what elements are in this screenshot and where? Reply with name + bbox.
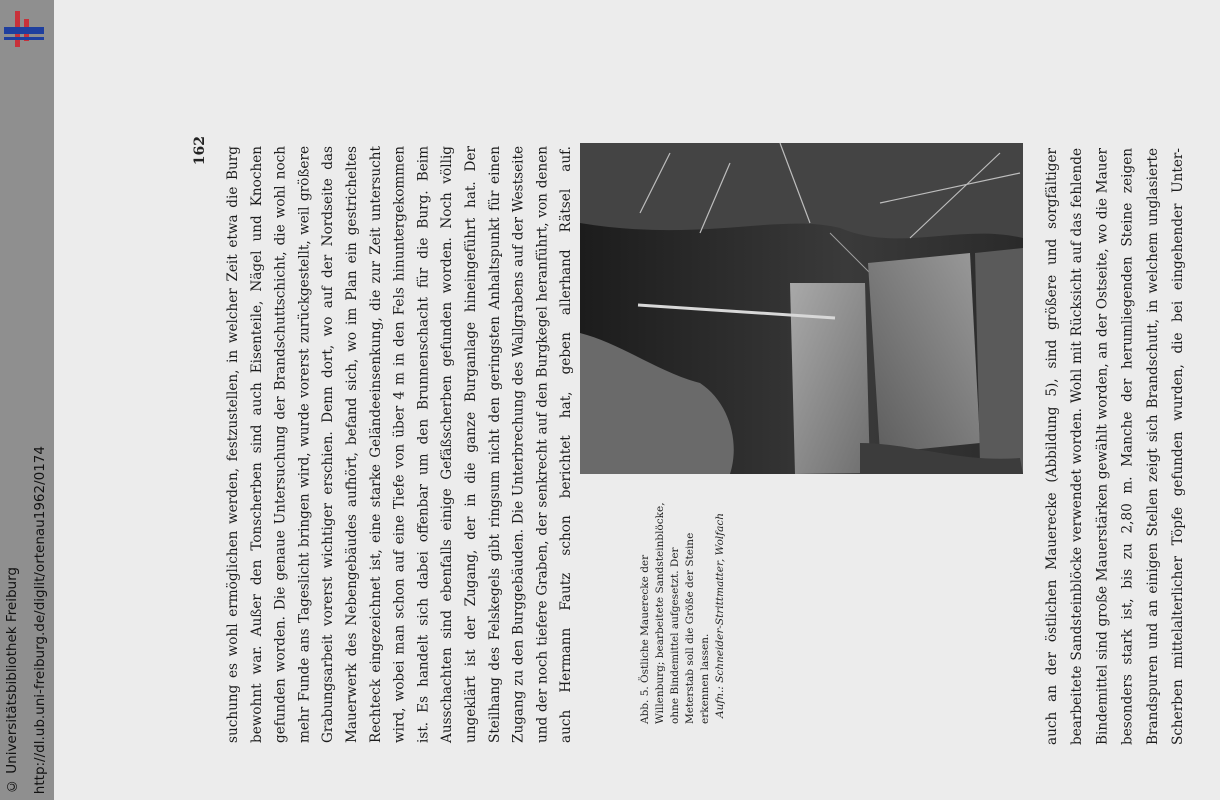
- figure-photo: [580, 143, 1023, 474]
- paragraph-bottom: [222, 146, 575, 743]
- paragraph-top-text: auch an der östlichen Mauerecke (Abbildung 5), sind größere und sorgfältiger bearbeitete Sandsteinblöcke verwendet worden. Wohl mit Rücksicht auf das fehlende Bindemittel sind große Mauerstärken gewählt worden, an der Ostseite, wo die Mauer besonders stark ist, bis zu 2,80 m. Manche der herumliegenden Steine zeigen Brandspuren und an einigen Stellen zeigt sich Brandschutt, in welchem unglasierte Scherben mittelalterlicher Töpfe gefunden wurden, die bei eingehender Unter-: [1044, 148, 1187, 745]
- source-url[interactable]: http://dl.ub.uni-freiburg.de/diglit/ortenau1962/0174: [32, 445, 48, 794]
- caption-credit: Aufn.: Schneider-Strittmatter, Wolfach: [714, 512, 726, 718]
- page-number: 162: [192, 136, 208, 166]
- caption-text: Abb. 5. Östliche Mauerecke der Willenburg; bearbeitete Sandsteinblöcke, ohne Bindemittel aufgesetzt. Der Meterstab soll die Größe der Steine erkennen lassen.: [639, 502, 711, 724]
- wall-corner-photo: [580, 143, 1023, 474]
- library-logo: [2, 8, 46, 50]
- scanned-page: [54, 0, 1220, 800]
- paragraph-bottom-text: suchung es wohl ermöglichen werden, festzustellen, in welcher Zeit etwa die Burg bewohnt war. Außer den Tonscherben sind auch Eisenteile, Nägel und Knochen gefunden worden. Die genaue Untersuchung der Brandschuttschicht, die wohl noch mehr Funde ans Tageslicht bringen wird, wurde vorerst zurückgestellt, weil größere Grabungsarbeit vorerst wichtiger erschien. Denn dort, wo auf der Nordseite das Mauerwerk des Nebengebäudes aufhört, befand sich, wo im Plan ein gestricheltes Rechteck eingezeichnet ist, eine starke Geländeeinsenkung, die zur Zeit untersucht wird, wobei man schon auf eine Tiefe von über 4 m in den Fels hinuntergekommen ist. Es handelt sich dabei offenbar um den Brunnenschacht für die Burg. Beim Ausschachten sind ebenfalls einige Gefäßscherben gefunden worden. Noch völlig ungeklärt ist der Zugang, der in die ganze Burganlage hineingeführt hat. Der Steilhang des Felskegels gibt ringsum nicht den geringsten Anhaltspunkt für einen Zugang zu den Burggebäuden. Die Unterbrechung des Wallgrabens auf der Westseite und der noch tiefere Graben, der senkrecht auf den Burgkegel heranführt, von denen auch Hermann Fautz schon berichtet hat, geben allerhand Rätsel auf.: [225, 146, 575, 743]
- sidebar-source-info: [4, 234, 52, 794]
- paragraph-top: [1040, 148, 1187, 745]
- copyright-notice: © Universitätsbibliothek Freiburg: [4, 566, 20, 794]
- viewer-sidebar: [0, 0, 54, 800]
- figure-caption: [638, 492, 746, 724]
